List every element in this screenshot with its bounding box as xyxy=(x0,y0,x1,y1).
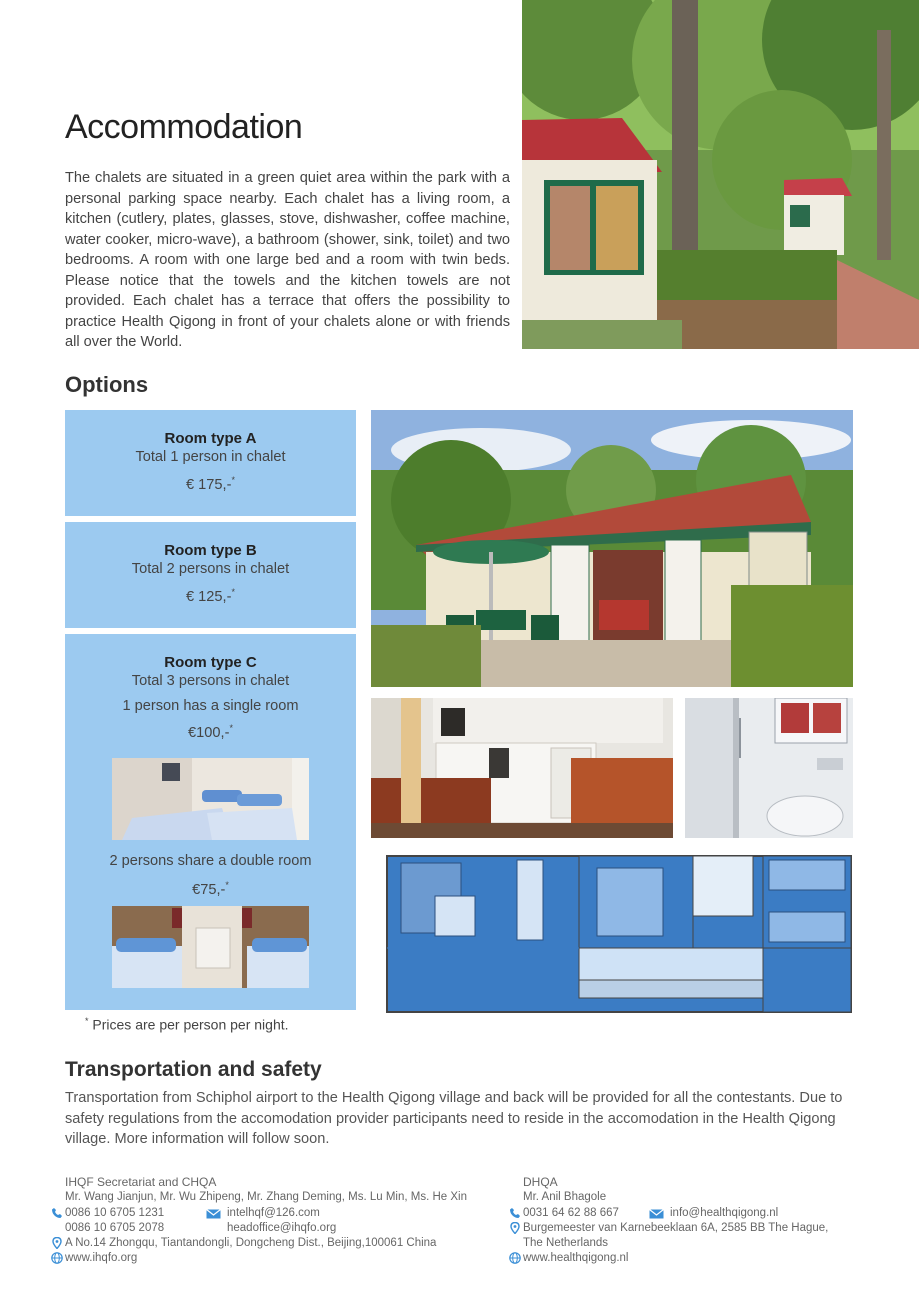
globe-icon xyxy=(509,1252,521,1264)
contact-right-email[interactable]: info@healthqigong.nl xyxy=(670,1207,779,1219)
location-icon xyxy=(51,1237,63,1249)
chalet-terrace-photo xyxy=(371,410,853,687)
accommodation-title: Accommodation xyxy=(65,108,303,146)
room-type-a-title: Room type A xyxy=(164,430,257,447)
room-type-c-occupancy: Total 3 persons in chalet xyxy=(131,673,290,689)
mail-icon xyxy=(206,1208,221,1220)
transport-title: Transportation and safety xyxy=(65,1058,322,1081)
options-title: Options xyxy=(65,372,149,397)
accommodation-text: The chalets are situated in a green quiet area within the park with a personal parking space nearby. Each chalet has a living room, a kitchen (cutlery, plates, glasses, stove, dishwasher, coffee machine, water cooker, micro-wave), a bathroom (shower, sink, toilet) and two bedrooms. A room with one large bed and a room with twin beds. Please notice that the towels and the kitchen towels are not provided. Each chalet has a terrace that offers the possibility to practice Health Qigong in front of your chalets alone or with friends all over the World. xyxy=(65,170,510,350)
room-type-c-double-price: €75,-* xyxy=(192,880,229,898)
room-type-b-title: Room type B xyxy=(164,542,257,559)
room-type-a-price: € 175,-* xyxy=(186,475,235,493)
chalet-park-photo xyxy=(522,0,919,349)
contact-left-names: Mr. Wang Jianjun, Mr. Wu Zhipeng, Mr. Zhang Deming, Ms. Lu Min, Ms. He Xin xyxy=(65,1191,468,1203)
room-type-b-occupancy: Total 2 persons in chalet xyxy=(131,561,290,577)
room-type-c-title: Room type C xyxy=(164,654,257,671)
contact-right-address1: Burgemeester van Karnebeeklaan 6A, 2585 BB The Hague, xyxy=(523,1222,829,1234)
contact-left-org: IHQF Secretariat and CHQA xyxy=(65,1175,217,1189)
bathroom-photo xyxy=(685,698,853,838)
mail-icon xyxy=(649,1208,664,1220)
phone-icon xyxy=(509,1207,521,1219)
single-room-photo xyxy=(112,758,309,840)
room-type-c-single-price: €100,-* xyxy=(188,723,233,741)
contact-right-web[interactable]: www.healthqigong.nl xyxy=(523,1252,629,1264)
room-type-a-occupancy: Total 1 person in chalet xyxy=(135,449,286,465)
contact-right-name: Mr. Anil Bhagole xyxy=(523,1191,607,1203)
room-type-b-price: € 125,-* xyxy=(186,587,235,605)
contact-left-phone2: 0086 10 6705 2078 xyxy=(65,1222,165,1234)
contact-left-phone1: 0086 10 6705 1231 xyxy=(65,1207,165,1219)
room-type-c-box xyxy=(65,634,356,1010)
contact-right-address2: The Netherlands xyxy=(523,1237,609,1249)
contact-right-org: DHQA xyxy=(523,1175,558,1189)
room-type-a-box xyxy=(65,410,356,516)
room-type-c-single-line: 1 person has a single room xyxy=(122,698,299,714)
globe-icon xyxy=(51,1252,63,1264)
floor-plan-diagram xyxy=(371,848,853,1016)
contact-left-email1[interactable]: intelhqf@126.com xyxy=(227,1207,320,1219)
room-type-c-double-line: 2 persons share a double room xyxy=(109,853,312,869)
twin-room-photo xyxy=(112,906,309,988)
contact-left-web[interactable]: www.ihqfo.org xyxy=(65,1252,138,1264)
contact-left-email2[interactable]: headoffice@ihqfo.org xyxy=(227,1222,337,1234)
location-icon xyxy=(509,1222,521,1234)
kitchen-photo xyxy=(371,698,673,838)
prices-footnote: * Prices are per person per night. xyxy=(85,1016,289,1033)
contact-right-phone: 0031 64 62 88 667 xyxy=(523,1207,619,1219)
phone-icon xyxy=(51,1207,63,1219)
contact-left-address: A No.14 Zhongqu, Tiantandongli, Dongcheng Dist., Beijing,100061 China xyxy=(65,1237,437,1249)
transport-text: Transportation from Schiphol airport to the Health Qigong village and back will be provided for all the contestants. Due to safety regulations from the accomodation provider participants need to reside in the accomodation in the Health Qigong village. More information will follow soon. xyxy=(65,1090,843,1147)
room-type-b-box xyxy=(65,522,356,628)
